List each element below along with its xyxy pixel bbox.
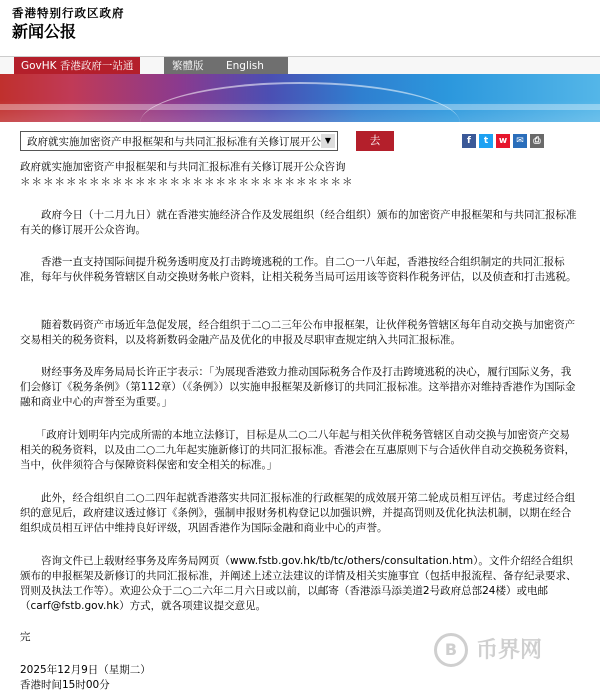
govhk-link[interactable]: GovHK 香港政府一站通	[14, 57, 140, 75]
email-icon[interactable]: ✉	[513, 134, 527, 148]
article-toolbar	[0, 131, 600, 157]
header-banner	[0, 74, 600, 122]
weibo-icon[interactable]: w	[496, 134, 510, 148]
article-title: 政府就实施加密资产申报框架和与共同汇报标准有关修订展开公众咨询	[20, 161, 346, 173]
english-link[interactable]: English	[218, 57, 288, 75]
paragraph-6: 此外，经合组织自二○二四年起就香港落实共同汇报标准的行政框架的成效展开第二轮成员相互评估。考虑过经合组织的意见后，政府建议透过修订《条例》，强制申报财务机构登记以加强识辨，并提高罚则及优化执法机制，以期在经合组织成员相互评估中维持良好评级，巩固香港作为国际金融和商业中心的声誉。	[20, 492, 576, 534]
twitter-icon[interactable]: t	[479, 134, 493, 148]
print-icon[interactable]: ⎙	[530, 134, 544, 148]
end-mark: 完	[20, 631, 31, 643]
facebook-icon[interactable]: f	[462, 134, 476, 148]
release-time: 香港时间15时00分	[20, 679, 110, 691]
paragraph-3: 随着数码资产市场近年急促发展，经合组织于二○二三年公布申报框架，让伙伴税务管辖区每年自动交换与加密资产交易相关的税务资料，以及将新数码金融产品及优化的申报及尽职审查规定纳入共同汇报标准。	[20, 319, 576, 346]
chevron-down-icon[interactable]: ▼	[321, 134, 335, 148]
press-releases-title[interactable]: 新闻公报	[12, 22, 77, 41]
traditional-chinese-link[interactable]: 繁體版	[164, 57, 230, 75]
top-navigation	[0, 56, 600, 75]
paragraph-4: 财经事务及库务局局长许正宇表示：「为展现香港致力推动国际税务合作及打击跨境逃税的决心，履行国际义务，我们会修订《税务条例》（第112章）（《条例》）以实施申报框架及新修订的共同汇报标准。这举措亦对维持香港作为国际金融和商业中心的声誉至为重要。」	[20, 366, 576, 408]
paragraph-1: 政府今日（十二月九日）就在香港实施经济合作及发展组织（经合组织）颁布的加密资产申报框架和与共同汇报标准有关的修订展开公众咨询。	[20, 209, 577, 236]
go-button[interactable]: 去	[356, 131, 394, 151]
select-value: 政府就实施加密资产申报框架和与共同汇报标准有关修订展开公	[27, 136, 321, 148]
watermark-logo-icon: B	[434, 633, 468, 667]
paragraph-2: 香港一直支持国际间提升税务透明度及打击跨境逃税的工作。自二○一八年起，香港按经合组织制定的共同汇报标准，每年与伙伴税务管辖区自动交换财务帐户资料，让相关税务当局可运用该等资料作税务评估，以及侦查和打击逃税。	[20, 256, 577, 283]
paragraph-5: 「政府计划明年内完成所需的本地立法修订，目标是从二○二八年起与相关伙伴税务管辖区自动交换与加密资产交易相关的税务资料，以及由二○二九年起实施新修订的共同汇报标准。香港会在互惠原则下与合适伙伴自动交换税务资料，当中，伙伴须符合与保障资料保密和安全相关的标准。」	[20, 429, 576, 471]
site-watermark	[434, 633, 586, 669]
press-release-select[interactable]	[20, 131, 338, 151]
release-date: 2025年12月9日（星期二）	[20, 664, 151, 676]
government-name: 香港特别行政区政府	[12, 6, 125, 20]
title-separator: ＊＊＊＊＊＊＊＊＊＊＊＊＊＊＊＊＊＊＊＊＊＊＊＊＊＊＊＊＊	[20, 176, 354, 188]
paragraph-7: 咨询文件已上载财经事务及库务局网页（www.fstb.gov.hk/tb/tc/others/consultation.htm）。文件介绍经合组织颁布的申报框架及新修订的共同汇报标准，并阐述上述立法建议的详情及相关实施事宜（包括申报流程、备存纪录要求、罚则及执法工作等）。欢迎公众于二○二六年二月六日或以前，以邮寄（香港添马添美道2号政府总部24楼）或电邮（carf@fstb.gov.hk）方式，就各项建议提交意见。	[20, 555, 577, 612]
page-header	[0, 0, 600, 52]
watermark-text: 币界网	[476, 638, 543, 663]
